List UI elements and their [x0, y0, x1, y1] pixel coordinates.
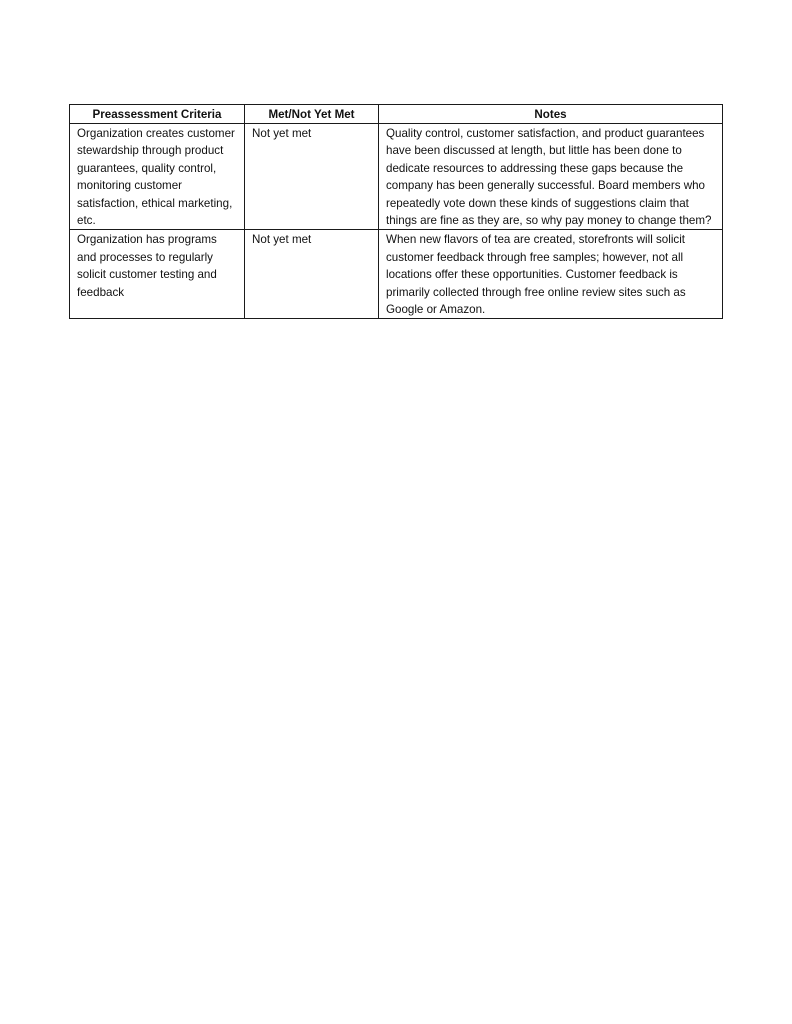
header-criteria: Preassessment Criteria [70, 105, 245, 124]
status-cell: Not yet met [245, 124, 379, 230]
header-notes: Notes [379, 105, 723, 124]
notes-cell: When new flavors of tea are created, storefronts will solicit customer feedback through free samples; however, not all locations offer these opportunities. Customer feedback is primarily collected through free online review sites such as Google or Amazon. [379, 230, 723, 319]
preassessment-table [69, 104, 723, 319]
table-header-row [70, 105, 723, 124]
criteria-cell: Organization has programs and processes to regularly solicit customer testing and feedback [70, 230, 245, 319]
notes-cell: Quality control, customer satisfaction, and product guarantees have been discussed at length, but little has been done to dedicate resources to addressing these gaps because the company has been generally successful. Board members who repeatedly vote down these kinds of suggestions claim that things are fine as they are, so why pay money to change them? [379, 124, 723, 230]
table-row [70, 230, 723, 319]
header-status: Met/Not Yet Met [245, 105, 379, 124]
criteria-cell: Organization creates customer stewardship through product guarantees, quality control, monitoring customer satisfaction, ethical marketing, etc. [70, 124, 245, 230]
status-cell: Not yet met [245, 230, 379, 319]
table-row [70, 124, 723, 230]
